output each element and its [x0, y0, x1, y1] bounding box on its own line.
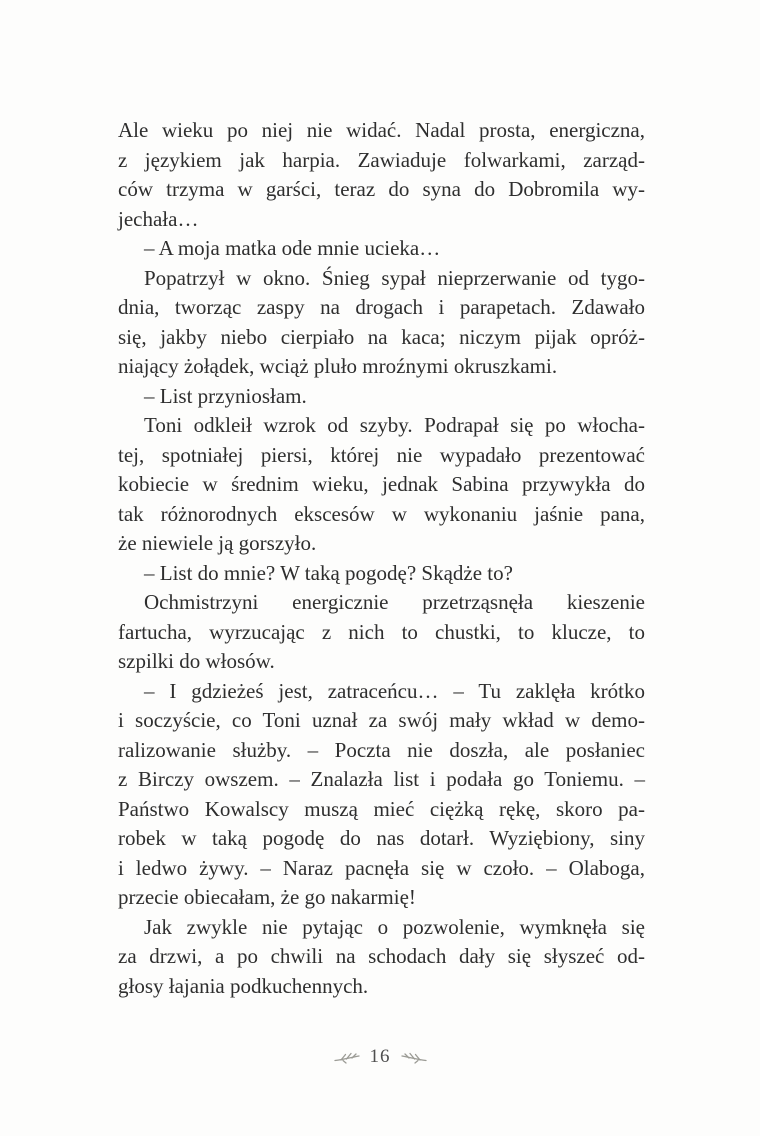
text-line: że niewiele ją gorszyło.: [118, 531, 317, 555]
text-line: fartucha, wyrzucając z nich to chustki, to klucze, to: [118, 619, 645, 644]
text-line: Jak zwykle nie pytając o pozwolenie, wymknęła się: [144, 914, 645, 939]
text-line: – A moja matka ode mnie ucieka…: [144, 236, 441, 260]
text-line: za drzwi, a po chwili na schodach dały się słyszeć od-: [118, 944, 645, 968]
text-line: Popatrzył w okno. Śnieg sypał nieprzerwanie od tygo-: [144, 265, 645, 290]
text-line: kobiecie w średnim wieku, jednak Sabina przywykła do: [118, 472, 645, 496]
text-line: Ale wieku po niej nie widać. Nadal prosta, energiczna,: [118, 118, 645, 142]
body-text: [118, 116, 645, 1001]
text-line: ców trzyma w garści, teraz do syna do Dobromila wy-: [118, 177, 645, 201]
text-line: i ledwo żywy. – Naraz pacnęła się w czoło. – Olaboga,: [118, 855, 645, 880]
paragraph: [118, 382, 645, 412]
leaf-sprig-right-icon: [401, 1051, 427, 1064]
page-footer: [0, 1046, 760, 1068]
text-line: szpilki do włosów.: [118, 649, 275, 673]
text-line: Ochmistrzyni energicznie przetrząsnęła kieszenie: [144, 590, 645, 614]
paragraph: [118, 116, 645, 234]
text-line: z językiem jak harpia. Zawiaduje folwarkami, zarząd-: [118, 147, 645, 172]
leaf-sprig-left-icon: [334, 1051, 360, 1064]
text-line: Toni odkleił wzrok od szyby. Podrapał się po włocha-: [144, 413, 645, 437]
text-line: jechała…: [118, 206, 199, 231]
paragraph: [118, 264, 645, 382]
text-line: przecie obiecałam, że go nakarmię!: [118, 885, 416, 909]
text-line: niający żołądek, wciąż pluło mroźnymi okruszkami.: [118, 354, 558, 378]
text-line: tak różnorodnych ekscesów w wykonaniu jaśnie pana,: [118, 501, 645, 526]
text-line: dnia, tworząc zaspy na drogach i parapetach. Zdawało: [118, 295, 645, 319]
text-line: – List przyniosłam.: [144, 383, 307, 408]
text-line: i soczyście, co Toni uznał za swój mały wkład w demo-: [118, 708, 645, 732]
text-line: robek w taką pogodę do nas dotarł. Wyziębiony, siny: [118, 826, 645, 850]
paragraph: [118, 677, 645, 913]
paragraph: [118, 559, 645, 589]
text-line: – List do mnie? W taką pogodę? Skądże to?: [144, 560, 513, 585]
text-line: Państwo Kowalscy muszą mieć ciężką rękę, skoro pa-: [118, 796, 645, 821]
paragraph: [118, 913, 645, 1002]
text-line: tej, spotniałej piersi, której nie wypadało prezentować: [118, 442, 645, 467]
paragraph: [118, 588, 645, 677]
text-line: ralizowanie służby. – Poczta nie doszła, ale posłaniec: [118, 737, 645, 762]
text-line: głosy łajania podkuchennych.: [118, 973, 369, 998]
text-line: z Birczy owszem. – Znalazła list i podała go Toniemu. –: [118, 767, 645, 791]
page-number: 16: [369, 1046, 391, 1067]
paragraph: [118, 234, 645, 264]
text-line: się, jakby niebo cierpiało na kaca; niczym pijak opróż-: [118, 324, 645, 349]
text-line: – I gdzieżeś jest, zatraceńcu… – Tu zaklęła krótko: [144, 678, 645, 703]
paragraph: [118, 411, 645, 559]
